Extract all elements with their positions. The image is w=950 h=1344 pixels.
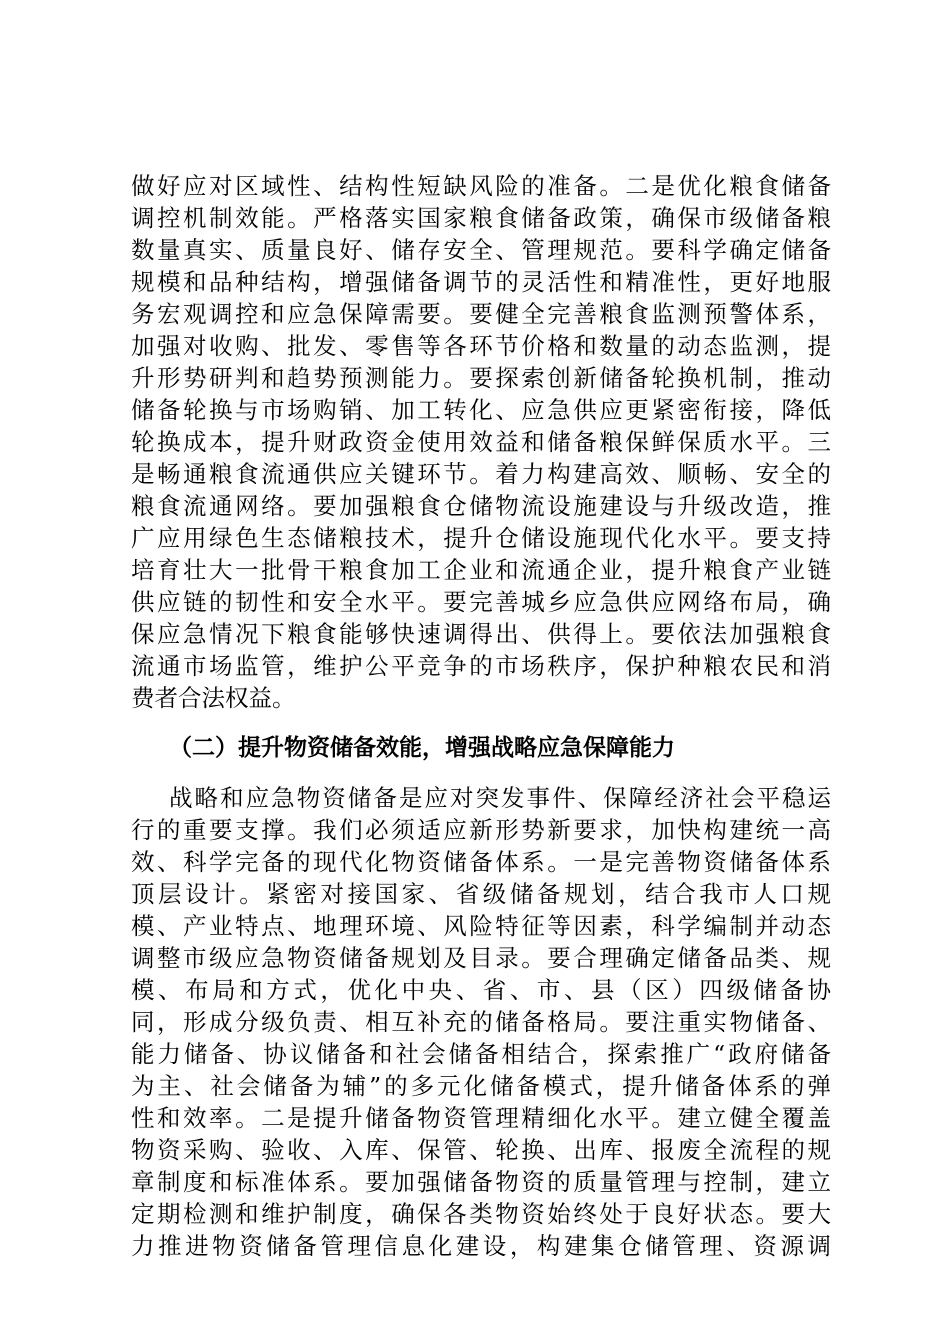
- text-line: 加强对收购、批发、零售等各环节价格和数量的动态监测，提: [131, 332, 831, 360]
- text-line: 数量真实、质量良好、储存安全、管理规范。要科学确定储备: [131, 236, 831, 264]
- text-line: 粮食流通网络。要加强粮食仓储物流设施建设与升级改造，推: [131, 492, 831, 520]
- text-line: 供应链的韧性和安全水平。要完善城乡应急供应网络布局，确: [131, 588, 831, 616]
- text-line: 战略和应急物资储备是应对突发事件、保障经济社会平稳运: [169, 784, 831, 812]
- text-line: 调整市级应急物资储备规划及目录。要合理确定储备品类、规: [131, 944, 831, 972]
- text-line: 务宏观调控和应急保障需要。要健全完善粮食监测预警体系，: [131, 300, 831, 328]
- text-line: 为主、社会储备为辅”的多元化储备模式，提升储备体系的弹: [131, 1072, 831, 1100]
- text-line: 做好应对区域性、结构性短缺风险的准备。二是优化粮食储备: [131, 172, 831, 200]
- text-line: 模、产业特点、地理环境、风险特征等因素，科学编制并动态: [131, 912, 831, 940]
- text-line: 同，形成分级负责、相互补充的储备格局。要注重实物储备、: [131, 1008, 831, 1036]
- text-line: 保应急情况下粮食能够快速调得出、供得上。要依法加强粮食: [131, 620, 831, 648]
- text-line: 升形势研判和趋势预测能力。要探索创新储备轮换机制，推动: [131, 364, 831, 392]
- text-line: 能力储备、协议储备和社会储备相结合，探索推广“政府储备: [131, 1040, 831, 1068]
- text-line: 流通市场监管，维护公平竞争的市场秩序，保护种粮农民和消: [131, 652, 831, 680]
- text-line: 调控机制效能。严格落实国家粮食储备政策，确保市级储备粮: [131, 204, 831, 232]
- text-line: 模、布局和方式，优化中央、省、市、县（区）四级储备协: [131, 976, 831, 1004]
- text-line: 章制度和标准体系。要加强储备物资的质量管理与控制，建立: [131, 1168, 831, 1196]
- text-line: 效、科学完备的现代化物资储备体系。一是完善物资储备体系: [131, 848, 831, 876]
- text-line: 培育壮大一批骨干粮食加工企业和流通企业，提升粮食产业链: [131, 556, 831, 584]
- text-line: 行的重要支撑。我们必须适应新形势新要求，加快构建统一高: [131, 816, 831, 844]
- text-line: 力推进物资储备管理信息化建设，构建集仓储管理、资源调: [131, 1232, 831, 1260]
- text-line: 是畅通粮食流通供应关键环节。着力构建高效、顺畅、安全的: [131, 460, 831, 488]
- text-line: 性和效率。二是提升储备物资管理精细化水平。建立健全覆盖: [131, 1104, 831, 1132]
- text-line: 轮换成本，提升财政资金使用效益和储备粮保鲜保质水平。三: [131, 428, 831, 456]
- text-line: 储备轮换与市场购销、加工转化、应急供应更紧密衔接，降低: [131, 396, 831, 424]
- text-line: 物资采购、验收、入库、保管、轮换、出库、报废全流程的规: [131, 1136, 831, 1164]
- text-line: 广应用绿色生态储粮技术，提升仓储设施现代化水平。要支持: [131, 524, 831, 552]
- text-line: 顶层设计。紧密对接国家、省级储备规划，结合我市人口规: [131, 880, 831, 908]
- text-line: 规模和品种结构，增强储备调节的灵活性和精准性，更好地服: [131, 268, 831, 296]
- section-heading: （二）提升物资储备效能，增强战略应急保障能力: [169, 735, 675, 761]
- text-line: 定期检测和维护制度，确保各类物资始终处于良好状态。要大: [131, 1200, 831, 1228]
- text-line: 费者合法权益。: [131, 684, 296, 712]
